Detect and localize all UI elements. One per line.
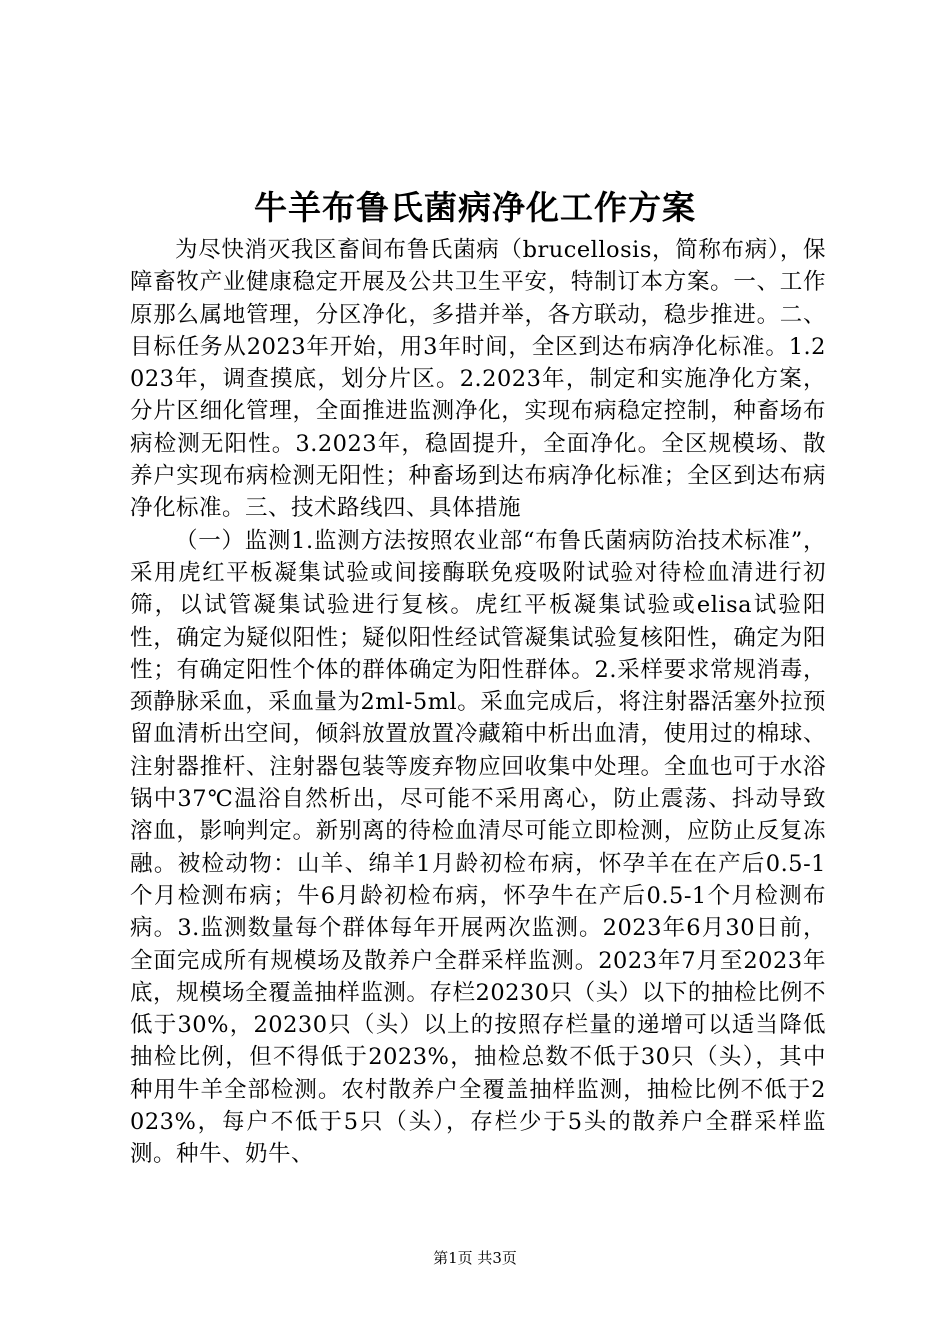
paragraph-intro: 为尽快消灭我区畜间布鲁氏菌病（brucellosis，简称布病），保障畜牧产业健康稳定开展及公共卫生平安，特制订本方案。一、工作原那么属地管理，分区净化，多措并举，各方联动，稳步推进。二、目标任务从2023年开始，用3年时间，全区到达布病净化标准。1.2023年，调查摸底，划分片区。2.2023年，制定和实施净化方案，分片区细化管理，全面推进监测净化，实现布病稳定控制，种畜场布病检测无阳性。3.2023年，稳固提升，全面净化。全区规模场、散养户实现布病检测无阳性；种畜场到达布病净化标准；全区到达布病净化标准。三、技术路线四、具体措施 <box>130 237 826 522</box>
paragraph-monitoring: （一）监测1.监测方法按照农业部“布鲁氏菌病防治技术标准”，采用虎红平板凝集试验或间接酶联免疫吸附试验对待检血清进行初筛，以试管凝集试验进行复核。虎红平板凝集试验或elisa试验阳性，确定为疑似阳性；疑似阳性经试管凝集试验复核阳性，确定为阳性；有确定阳性个体的群体确定为阳性群体。2.采样要求常规消毒，颈静脉采血，采血量为2ml-5ml。采血完成后，将注射器活塞外拉预留血清析出空间，倾斜放置放置冷藏箱中析出血清，使用过的棉球、注射器推杆、注射器包装等废弃物应回收集中处理。全血也可于水浴锅中37℃温浴自然析出，尽可能不采用离心，防止震荡、抖动导致溶血，影响判定。新别离的待检血清尽可能立即检测，应防止反复冻融。被检动物：山羊、绵羊1月龄初检布病，怀孕羊在在产后0.5-1个月检测布病；牛6月龄初检布病，怀孕牛在产后0.5-1个月检测布病。3.监测数量每个群体每年开展两次监测。2023年6月30日前，全面完成所有规模场及散养户全群采样监测。2023年7月至2023年底，规模场全覆盖抽样监测。存栏20230只（头）以下的抽检比例不低于30%，20230只（头）以上的按照存栏量的递增可以适当降低抽检比例，但不得低于2023%，抽检总数不低于30只（头），其中种用牛羊全部检测。农村散养户全覆盖抽样监测，抽检比例不低于2023%，每户不低于5只（头），存栏少于5头的散养户全群采样监测。种牛、奶牛、 <box>130 527 826 1168</box>
page-footer <box>0 1246 950 1270</box>
page-number: 第1页 <box>433 1249 473 1267</box>
document-title: 牛羊布鲁氏菌病净化工作方案 <box>254 188 696 227</box>
page-total: 共3页 <box>477 1249 517 1267</box>
document-body <box>130 234 826 1171</box>
